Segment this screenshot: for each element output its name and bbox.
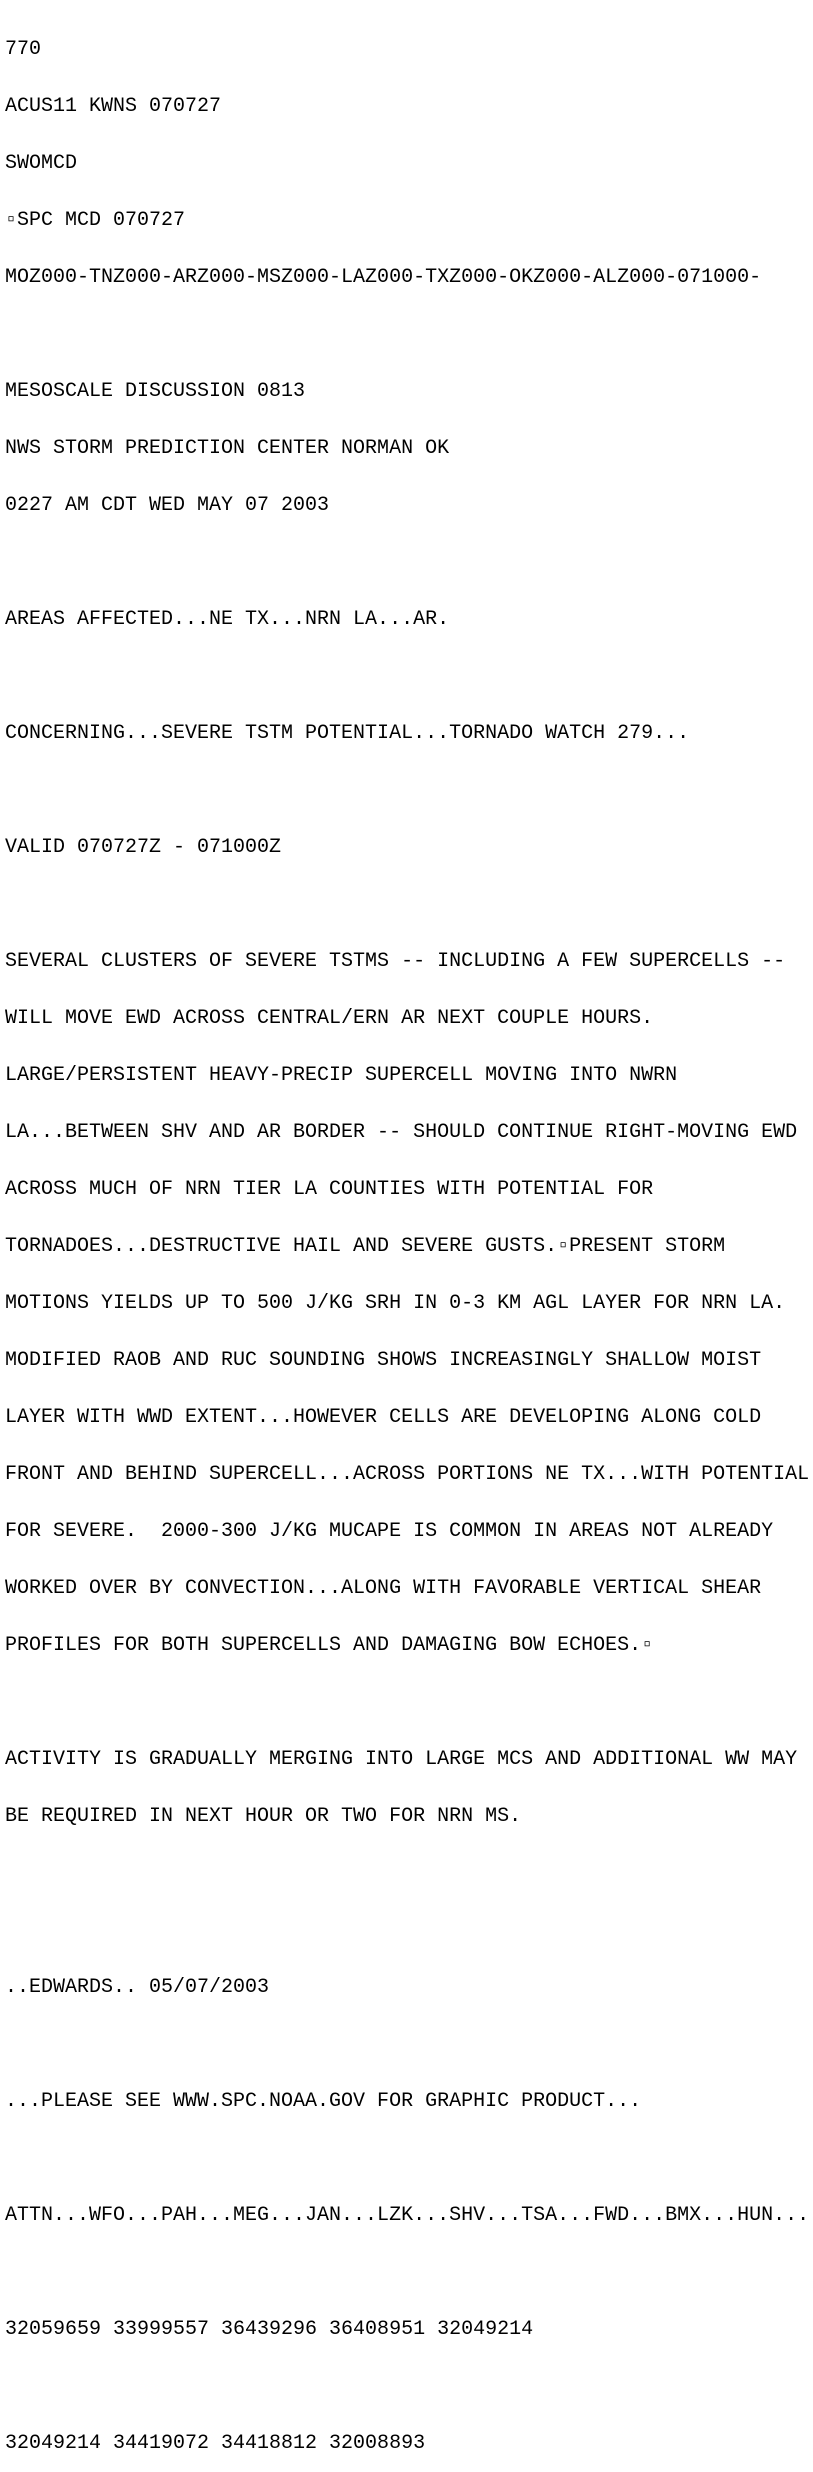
text-line: MOTIONS YIELDS UP TO 500 J/KG SRH IN 0-3 KM AGL LAYER FOR NRN LA.: [5, 1292, 786, 1315]
text-line: [5, 2149, 808, 2168]
text-line: LAYER WITH WWD EXTENT...HOWEVER CELLS ARE DEVELOPING ALONG COLD: [5, 1406, 762, 1429]
text-line: 32049214 34419072 34418812 32008893: [5, 2432, 426, 2455]
text-line: ACUS11 KWNS 070727: [5, 95, 222, 118]
text-line: AREAS AFFECTED...NE TX...NRN LA...AR.: [5, 608, 450, 631]
text-line: [5, 325, 808, 344]
text-line: LA...BETWEEN SHV AND AR BORDER -- SHOULD CONTINUE RIGHT-MOVING EWD: [5, 1121, 798, 1144]
text-line: NWS STORM PREDICTION CENTER NORMAN OK: [5, 437, 450, 460]
text-line: WILL MOVE EWD ACROSS CENTRAL/ERN AR NEXT COUPLE HOURS.: [5, 1007, 654, 1030]
text-line: MESOSCALE DISCUSSION 0813: [5, 380, 306, 403]
text-line: [5, 667, 808, 686]
text-line: FRONT AND BEHIND SUPERCELL...ACROSS PORTIONS NE TX...WITH POTENTIAL: [5, 1463, 810, 1486]
text-line: [5, 1864, 808, 1883]
text-line: LARGE/PERSISTENT HEAVY-PRECIP SUPERCELL MOVING INTO NWRN: [5, 1064, 678, 1087]
text-line: [5, 2263, 808, 2282]
text-line: [5, 781, 808, 800]
text-line: VALID 070727Z - 071000Z: [5, 836, 282, 859]
text-line: ATTN...WFO...PAH...MEG...JAN...LZK...SHV...TSA...FWD...BMX...HUN...: [5, 2204, 810, 2227]
text-line: ACROSS MUCH OF NRN TIER LA COUNTIES WITH POTENTIAL FOR: [5, 1178, 654, 1201]
text-line: MOZ000-TNZ000-ARZ000-MSZ000-LAZ000-TXZ000-OKZ000-ALZ000-071000-: [5, 266, 762, 289]
text-line: FOR SEVERE. 2000-300 J/KG MUCAPE IS COMMON IN AREAS NOT ALREADY: [5, 1520, 774, 1543]
text-line: [5, 2377, 808, 2396]
text-line: BE REQUIRED IN NEXT HOUR OR TWO FOR NRN MS.: [5, 1805, 522, 1828]
text-line: SEVERAL CLUSTERS OF SEVERE TSTMS -- INCLUDING A FEW SUPERCELLS --: [5, 950, 786, 973]
text-line: ▫SPC MCD 070727: [5, 209, 186, 232]
text-line: TORNADOES...DESTRUCTIVE HAIL AND SEVERE GUSTS.▫PRESENT STORM: [5, 1235, 726, 1258]
text-line: SWOMCD: [5, 152, 78, 175]
text-line: ACTIVITY IS GRADUALLY MERGING INTO LARGE MCS AND ADDITIONAL WW MAY: [5, 1748, 798, 1771]
text-line: PROFILES FOR BOTH SUPERCELLS AND DAMAGING BOW ECHOES.▫: [5, 1634, 654, 1657]
text-line: ..EDWARDS.. 05/07/2003: [5, 1976, 270, 1999]
text-line: 0227 AM CDT WED MAY 07 2003: [5, 494, 330, 517]
text-line: [5, 1921, 808, 1940]
text-line: 770: [5, 38, 42, 61]
text-line: CONCERNING...SEVERE TSTM POTENTIAL...TORNADO WATCH 279...: [5, 722, 690, 745]
text-line: MODIFIED RAOB AND RUC SOUNDING SHOWS INCREASINGLY SHALLOW MOIST: [5, 1349, 762, 1372]
text-line: [5, 2035, 808, 2054]
text-line: WORKED OVER BY CONVECTION...ALONG WITH FAVORABLE VERTICAL SHEAR: [5, 1577, 762, 1600]
text-line: 32059659 33999557 36439296 36408951 32049214: [5, 2318, 534, 2341]
text-line: [5, 553, 808, 572]
text-line: [5, 1693, 808, 1712]
text-line: [5, 895, 808, 914]
text-line: ...PLEASE SEE WWW.SPC.NOAA.GOV FOR GRAPHIC PRODUCT...: [5, 2090, 642, 2113]
